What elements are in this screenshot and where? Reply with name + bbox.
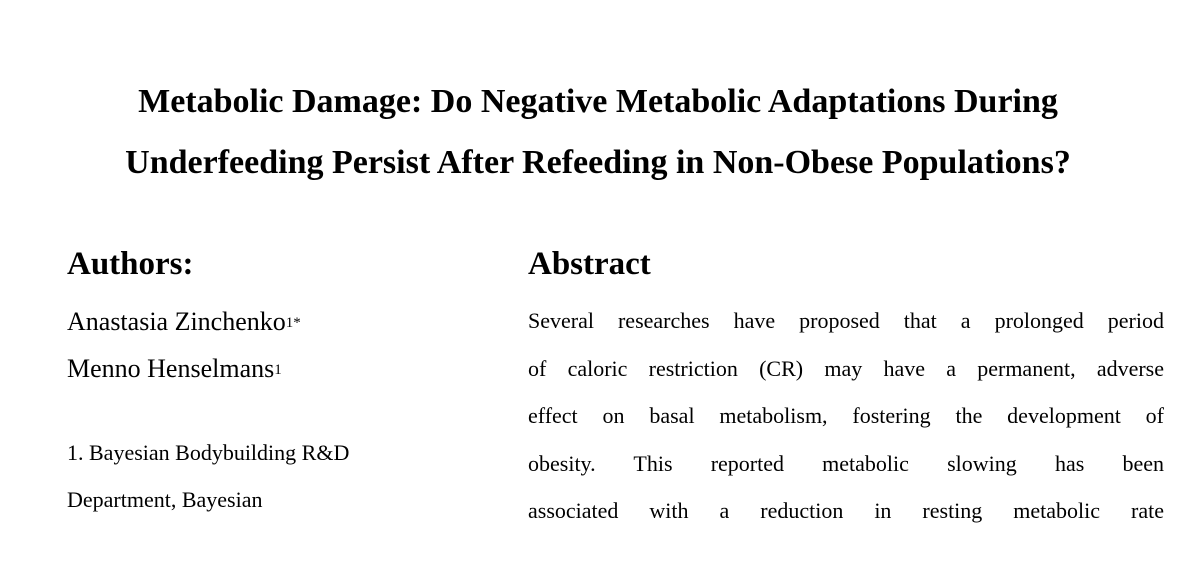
author-affiliation-mark: 1 (274, 362, 282, 378)
title-line-2: Underfeeding Persist After Refeeding in Non-Obese Populations? (125, 144, 1071, 181)
abstract-line-1: Several researches have proposed that a prolonged period (528, 308, 1164, 333)
affiliation (67, 429, 487, 523)
title-line-1: Metabolic Damage: Do Negative Metabolic Adaptations During (138, 83, 1058, 120)
affiliation-line-1: 1. Bayesian Bodybuilding R&D (67, 440, 350, 465)
authors-column (67, 242, 487, 523)
abstract-line-3: effect on basal metabolism, fostering the development of (528, 403, 1164, 428)
abstract-text (528, 297, 1164, 535)
authors-heading: Authors: (67, 246, 194, 282)
affiliation-line-2: Department, Bayesian (67, 487, 263, 512)
author-affiliation-mark: 1* (285, 315, 301, 331)
abstract-column (528, 242, 1164, 535)
author-name: Anastasia Zinchenko (67, 307, 286, 336)
abstract-line-2: of caloric restriction (CR) may have a permanent, adverse (528, 355, 1164, 381)
author-item (67, 298, 487, 345)
paper-title (0, 71, 1196, 193)
author-list (67, 298, 487, 392)
abstract-line-4: obesity. This reported metabolic slowing has been (528, 450, 1164, 476)
author-item (67, 345, 487, 392)
abstract-line-5: associated with a reduction in resting metabolic rate (528, 498, 1164, 523)
author-name: Menno Henselmans (67, 354, 275, 383)
abstract-heading: Abstract (528, 246, 651, 282)
